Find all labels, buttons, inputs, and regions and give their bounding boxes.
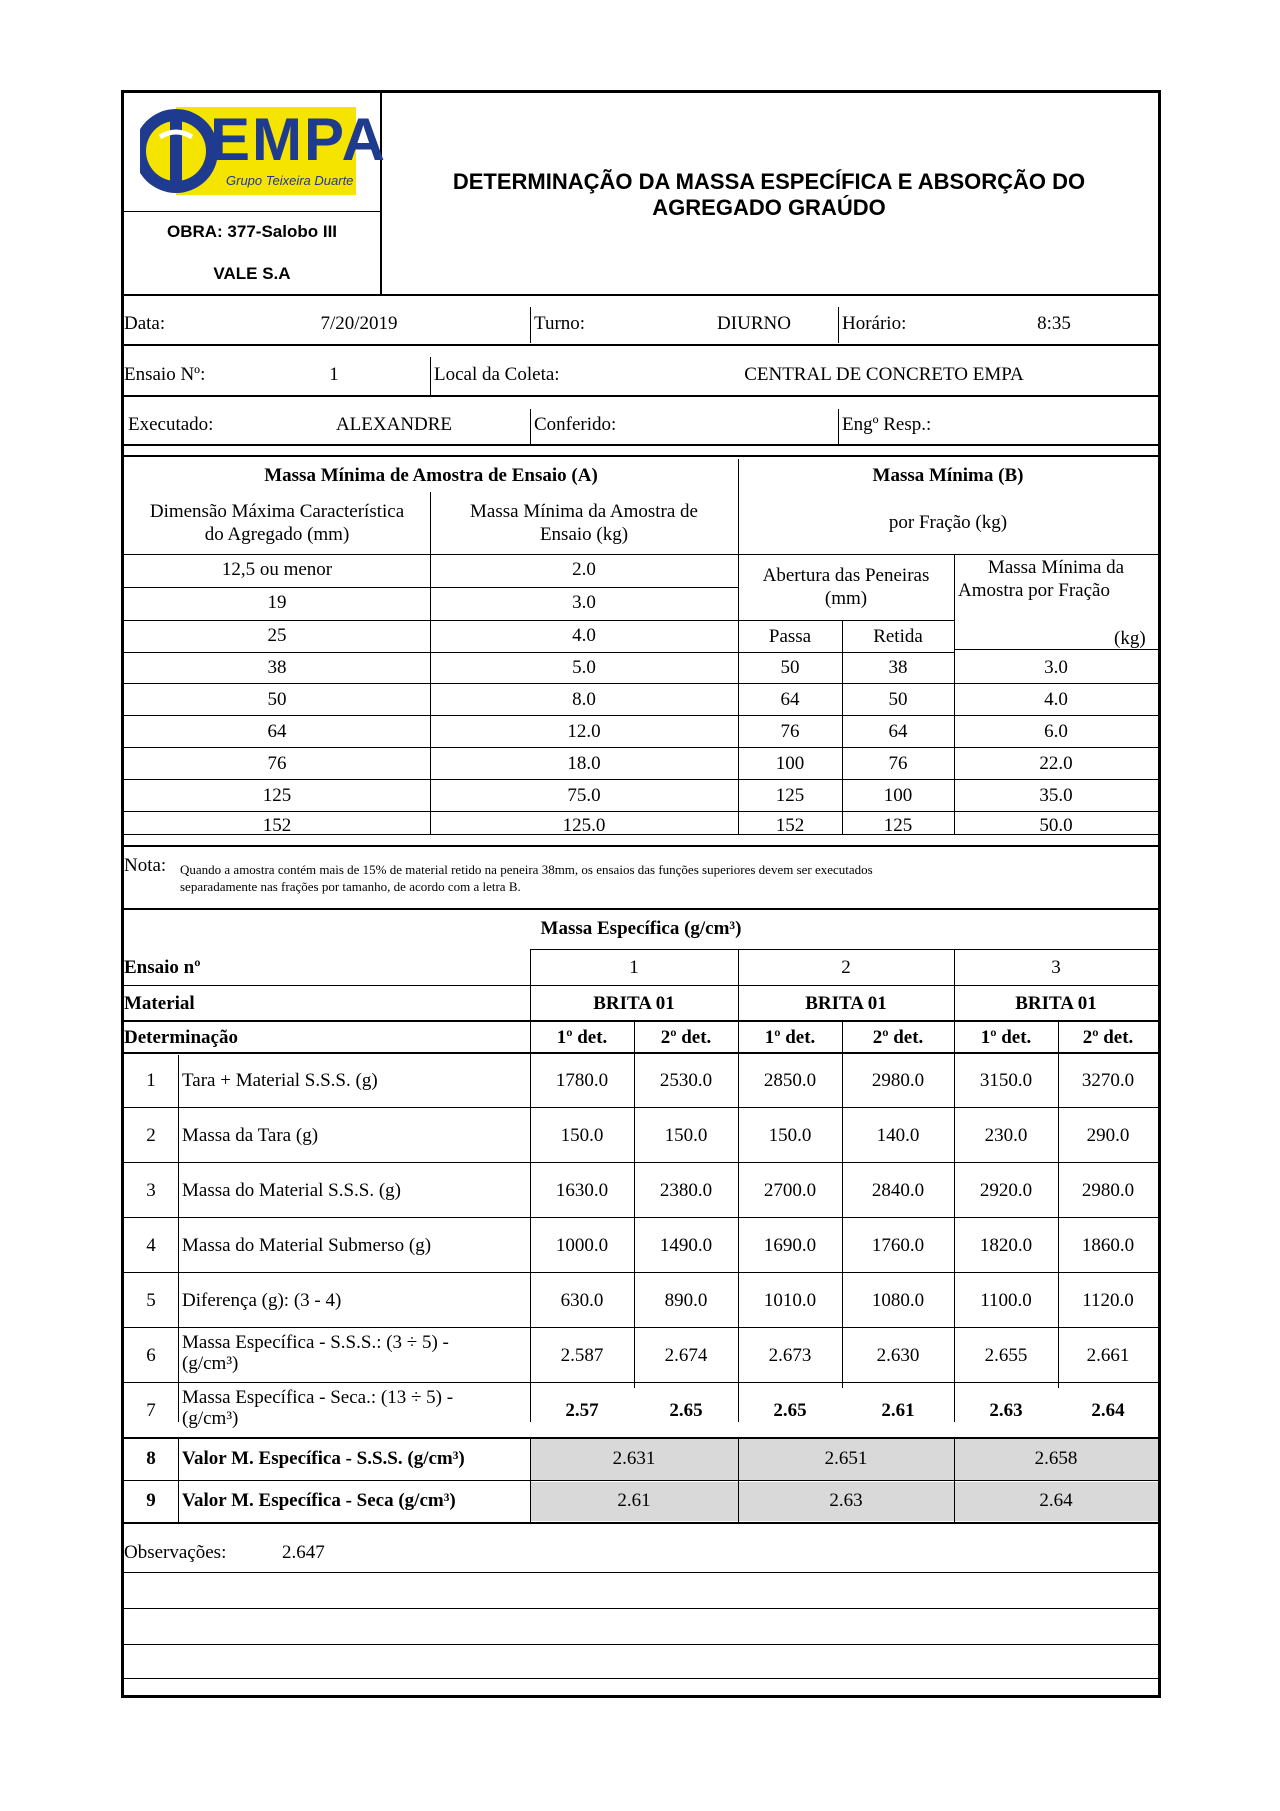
summary-number: 9: [146, 1490, 156, 1511]
table-b-passa: 100: [775, 753, 805, 774]
row-value: 2850.0: [763, 1070, 817, 1091]
row-value: 3150.0: [979, 1070, 1033, 1091]
company-logo: [140, 106, 387, 197]
table-b-mass: 35.0: [1039, 785, 1073, 806]
material-name: BRITA 01: [1015, 993, 1097, 1014]
table-b-retida: 38: [888, 657, 908, 678]
row-label: Diferença (g): (3 - 4): [182, 1290, 342, 1311]
collection-site-value: CENTRAL DE CONCRETO EMPA: [744, 364, 1024, 385]
table-a-dim: 152: [262, 815, 292, 836]
shift-value: DIURNO: [717, 313, 791, 334]
row-value: 2380.0: [659, 1180, 713, 1201]
date-label: Data:: [124, 313, 166, 334]
row-number: 7: [146, 1400, 156, 1421]
table-b-retida: 125: [883, 815, 913, 836]
summary-value: 2.63: [829, 1490, 863, 1511]
table-b-mass: 3.0: [1044, 657, 1068, 678]
table-b-retida: 50: [888, 689, 908, 710]
table-a-dim: 76: [267, 753, 287, 774]
row-value: 2.64: [1091, 1400, 1125, 1421]
row-value: 2920.0: [979, 1180, 1033, 1201]
row-value: 1100.0: [980, 1290, 1032, 1311]
det-header: 1º det.: [764, 1027, 816, 1048]
row-value: 1690.0: [763, 1235, 817, 1256]
row-value: 150.0: [664, 1125, 708, 1146]
date-value: 7/20/2019: [320, 313, 398, 334]
table-a-dim: 50: [267, 689, 287, 710]
table-a-dim: 38: [267, 657, 287, 678]
obra-label: OBRA: 377-Salobo III: [166, 222, 338, 241]
row-value: 1000.0: [555, 1235, 609, 1256]
row-value: 2.674: [664, 1345, 708, 1366]
row-value: 1860.0: [1081, 1235, 1135, 1256]
row-value: 2.673: [768, 1345, 812, 1366]
table-b-passa: 76: [780, 721, 800, 742]
table-b-passa: 64: [780, 689, 800, 710]
row-value: 1490.0: [659, 1235, 713, 1256]
fraction-mass-unit: (kg): [1114, 628, 1146, 649]
table-a-dim: 125: [262, 785, 292, 806]
table-b-retida: 64: [888, 721, 908, 742]
client-name: VALE S.A: [213, 264, 291, 283]
row-number: 4: [146, 1235, 156, 1256]
table-a-col2-header-2: Ensaio (kg): [539, 524, 629, 545]
det-header: 2º det.: [1082, 1027, 1134, 1048]
row-value: 2840.0: [871, 1180, 925, 1201]
row-number: 6: [146, 1345, 156, 1366]
company-subtitle: Grupo Teixeira Duarte: [226, 173, 354, 188]
material-name: BRITA 01: [805, 993, 887, 1014]
table-b-title: Massa Mínima (B): [872, 465, 1024, 486]
test-number-value: 1: [329, 364, 339, 385]
table-a-mass: 3.0: [572, 592, 596, 613]
table-a-mass: 8.0: [572, 689, 596, 710]
report-title-line2: AGREGADO GRAÚDO: [652, 195, 886, 220]
row-value: 2980.0: [871, 1070, 925, 1091]
row-value: 1760.0: [871, 1235, 925, 1256]
row-value: 2980.0: [1081, 1180, 1135, 1201]
table-b-mass: 50.0: [1039, 815, 1073, 836]
row-value: 2700.0: [763, 1180, 817, 1201]
company-name: EMPA: [210, 106, 387, 173]
row-value: 1630.0: [555, 1180, 609, 1201]
table-a-mass: 12.0: [567, 721, 601, 742]
table-a-col1-header: Dimensão Máxima Característica: [149, 501, 405, 522]
table-a-title: Massa Mínima de Amostra de Ensaio (A): [264, 465, 598, 486]
note-text-2: separadamente nas frações por tamanho, de acordo com a letra B.: [180, 879, 521, 894]
test-number: 1: [629, 957, 639, 978]
table-a-dim: 12,5 ou menor: [221, 559, 333, 580]
table-a-mass: 75.0: [567, 785, 601, 806]
specific-mass-title: Massa Específica (g/cm³): [540, 918, 742, 939]
summary-value: 2.61: [617, 1490, 651, 1511]
row-value: 150.0: [768, 1125, 812, 1146]
summary-value: 2.631: [612, 1448, 656, 1469]
summary-value: 2.651: [824, 1448, 868, 1469]
sieve-opening-header: Abertura das Peneiras: [762, 565, 930, 586]
determination-header: Determinação: [124, 1027, 238, 1048]
row-value: 1780.0: [555, 1070, 609, 1091]
material-header: Material: [124, 993, 195, 1014]
det-header: 2º det.: [660, 1027, 712, 1048]
collection-site-label: Local da Coleta:: [434, 364, 560, 385]
row-number: 2: [146, 1125, 156, 1146]
row-value: 2.61: [881, 1400, 915, 1421]
row-value: 2.65: [669, 1400, 703, 1421]
table-a-mass: 125.0: [562, 815, 606, 836]
det-header: 1º det.: [980, 1027, 1032, 1048]
det-header: 2º det.: [872, 1027, 924, 1048]
time-value: 8:35: [1037, 313, 1071, 334]
row-value: 2.655: [984, 1345, 1028, 1366]
executed-by-label: Executado:: [128, 414, 214, 435]
table-b-mass: 6.0: [1044, 721, 1068, 742]
table-a-dim: 64: [267, 721, 287, 742]
table-a-mass: 2.0: [572, 559, 596, 580]
row-number: 5: [146, 1290, 156, 1311]
row-label: Massa do Material Submerso (g): [182, 1235, 432, 1256]
summary-label: Valor M. Específica - Seca (g/cm³): [182, 1490, 456, 1511]
row-label: Tara + Material S.S.S. (g): [182, 1070, 378, 1091]
row-value: 2.587: [560, 1345, 604, 1366]
row-value: 2.57: [565, 1400, 599, 1421]
row-label-unit: (g/cm³): [182, 1408, 239, 1429]
row-value: 2530.0: [659, 1070, 713, 1091]
test-number: 3: [1051, 957, 1061, 978]
table-b-subtitle: por Fração (kg): [888, 512, 1008, 533]
row-label: Massa do Material S.S.S. (g): [182, 1180, 402, 1201]
checked-by-label: Conferido:: [534, 414, 617, 435]
report-sheet: [121, 90, 1161, 1698]
row-value: 230.0: [984, 1125, 1028, 1146]
engineer-label: Engº Resp.:: [842, 414, 932, 435]
summary-value: 2.658: [1034, 1448, 1078, 1469]
det-header: 1º det.: [556, 1027, 608, 1048]
table-a-col2-header: Massa Mínima da Amostra de: [470, 501, 698, 522]
executed-by-value: ALEXANDRE: [335, 414, 453, 435]
fraction-mass-header-2: Amostra por Fração: [958, 580, 1110, 601]
table-a-mass: 5.0: [572, 657, 596, 678]
row-label: Massa da Tara (g): [182, 1125, 319, 1146]
row-value: 630.0: [560, 1290, 604, 1311]
test-number: 2: [841, 957, 851, 978]
row-value: 2.63: [989, 1400, 1023, 1421]
row-number: 3: [146, 1180, 156, 1201]
note-label: Nota:: [124, 855, 167, 876]
retida-header: Retida: [873, 626, 923, 647]
table-b-retida: 100: [883, 785, 913, 806]
row-value: 2.630: [876, 1345, 920, 1366]
table-b-passa: 152: [775, 815, 805, 836]
row-value: 1820.0: [979, 1235, 1033, 1256]
summary-label: Valor M. Específica - S.S.S. (g/cm³): [182, 1448, 465, 1469]
row-value: 140.0: [876, 1125, 920, 1146]
table-a-dim: 19: [267, 592, 287, 613]
time-label: Horário:: [842, 313, 907, 334]
row-value: 1080.0: [871, 1290, 925, 1311]
table-a-mass: 4.0: [572, 625, 596, 646]
table-b-mass: 22.0: [1039, 753, 1073, 774]
table-a-col1-header-2: do Agregado (mm): [204, 524, 350, 545]
row-value: 290.0: [1086, 1125, 1130, 1146]
row-value: 2.661: [1086, 1345, 1130, 1366]
row-label-unit: (g/cm³): [182, 1353, 239, 1374]
table-b-passa: 125: [775, 785, 805, 806]
sieve-opening-header-2: (mm): [824, 588, 868, 609]
row-label: Massa Específica - Seca.: (13 ÷ 5) -: [182, 1387, 454, 1408]
table-a-mass: 18.0: [567, 753, 601, 774]
test-number-header: Ensaio nº: [124, 957, 201, 978]
test-number-label: Ensaio Nº:: [124, 364, 206, 385]
summary-number: 8: [146, 1448, 156, 1469]
row-label: Massa Específica - S.S.S.: (3 ÷ 5) -: [182, 1332, 449, 1353]
shift-label: Turno:: [534, 313, 586, 334]
note-text: Quando a amostra contém mais de 15% de material retido na peneira 38mm, os ensaios das funções superiores devem ser executados: [180, 862, 873, 877]
table-b-mass: 4.0: [1044, 689, 1068, 710]
row-value: 2.65: [773, 1400, 807, 1421]
table-b-retida: 76: [888, 753, 908, 774]
passa-header: Passa: [768, 626, 812, 647]
table-a-dim: 25: [267, 625, 287, 646]
table-b-passa: 50: [780, 657, 800, 678]
row-number: 1: [146, 1070, 156, 1091]
row-value: 1120.0: [1082, 1290, 1134, 1311]
row-value: 890.0: [664, 1290, 708, 1311]
observations-value: 2.647: [282, 1542, 325, 1563]
row-value: 150.0: [560, 1125, 604, 1146]
material-name: BRITA 01: [593, 993, 675, 1014]
row-value: 3270.0: [1081, 1070, 1135, 1091]
row-value: 1010.0: [763, 1290, 817, 1311]
observations-label: Observações:: [124, 1542, 227, 1563]
summary-value: 2.64: [1039, 1490, 1073, 1511]
report-title-line1: DETERMINAÇÃO DA MASSA ESPECÍFICA E ABSORÇÃO DO: [452, 169, 1086, 194]
fraction-mass-header: Massa Mínima da: [987, 557, 1125, 578]
